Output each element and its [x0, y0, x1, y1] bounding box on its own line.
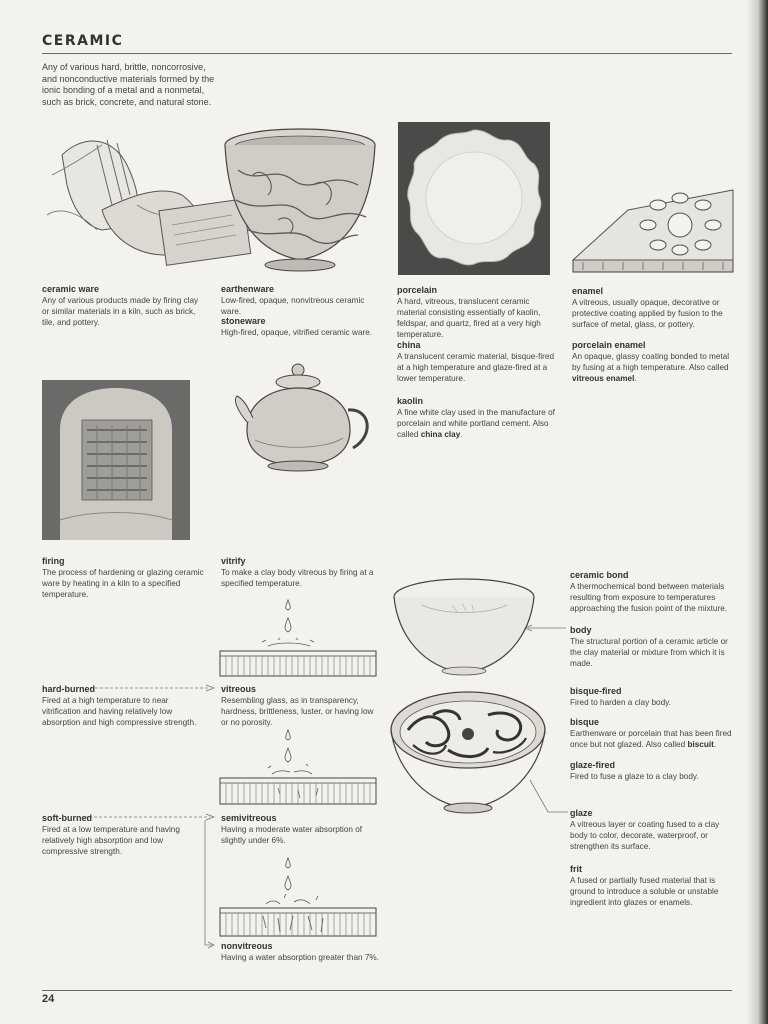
term-firing: firing [42, 556, 65, 566]
def-bisque-fired: Fired to harden a clay body. [570, 698, 671, 707]
decorated-glazed-bowl-illustration [388, 690, 548, 820]
def-stoneware: High-fired, opaque, vitrified ceramic ware. [221, 328, 373, 337]
plain-bowl-illustration [392, 575, 537, 680]
also-biscuit: biscuit [687, 740, 714, 749]
def-enamel: A vitreous, usually opaque, decorative or protective coating applied by fusion to the surface of metal, glass, or pottery. [572, 298, 723, 329]
def-nonvitreous: Having a water absorption greater than 7%. [221, 953, 379, 962]
entry-frit [570, 864, 735, 908]
term-vitrify: vitrify [221, 556, 246, 566]
entry-soft-burned [42, 813, 207, 857]
term-porcelain-enamel: porcelain enamel [572, 340, 646, 350]
entry-glaze-fired [570, 760, 735, 782]
def-firing: The process of hardening or glazing ceramic ware by heating in a kiln to a specified temperature. [42, 568, 204, 599]
term-soft-burned: soft-burned [42, 813, 92, 823]
term-glaze-fired: glaze-fired [570, 760, 616, 770]
term-ceramic-bond: ceramic bond [570, 570, 629, 580]
footer-rule [42, 990, 732, 991]
term-semivitreous: semivitreous [221, 813, 277, 823]
def-body: The structural portion of a ceramic article or the clay material or mixture from which it is made. [570, 637, 728, 668]
def-vitreous: Resembling glass, as in transparency, hardness, brittleness, luster, or having low or no porosity. [221, 696, 374, 727]
page-title: CERAMIC [42, 33, 124, 49]
term-porcelain: porcelain [397, 285, 438, 295]
def-bisque: Earthenware or porcelain that has been fired once but not glazed. Also called biscuit. [570, 729, 732, 749]
def-vitrify: To make a clay body vitreous by firing at a specified temperature. [221, 568, 374, 588]
entry-bisque [570, 717, 735, 750]
entry-nonvitreous [221, 941, 381, 963]
def-glaze-fired: Fired to fuse a glaze to a clay body. [570, 772, 699, 781]
def-ceramic-bond: A thermochemical bond between materials resulting from exposure to temperatures approaching the fusion point of the mixture. [570, 582, 728, 613]
term-nonvitreous: nonvitreous [221, 941, 273, 951]
term-china: china [397, 340, 421, 350]
term-earthenware: earthenware [221, 284, 275, 294]
entry-vitreous [221, 684, 381, 728]
term-hard-burned: hard-burned [42, 684, 95, 694]
def-semivitreous: Having a moderate water absorption of slightly under 6%. [221, 825, 363, 845]
entry-ceramic-bond [570, 570, 735, 614]
term-glaze: glaze [570, 808, 593, 818]
def-soft-burned: Fired at a low temperature and having relatively high absorption and low compressive strength. [42, 825, 180, 856]
term-frit: frit [570, 864, 582, 874]
term-enamel: enamel [572, 286, 604, 296]
def-kaolin: A fine white clay used in the manufacture of porcelain and white portland cement. Also called china clay. [397, 408, 555, 439]
def-hard-burned: Fired at a high temperature to near vitrification and having relatively low absorption and high compressive strength. [42, 696, 197, 727]
entry-glaze [570, 808, 735, 852]
term-stoneware: stoneware [221, 316, 266, 326]
intro-definition: Any of various hard, brittle, noncorrosive, and nonconductive materials formed by the ionic bonding of a metal and a nonmetal, such as brick, concrete, and natural stone. [42, 62, 215, 107]
entry-body [570, 625, 735, 669]
def-porcelain-enamel: An opaque, glassy coating bonded to metal by fusing at a high temperature. Also called vitreous enamel. [572, 352, 730, 383]
also-vitreous-enamel: vitreous enamel [572, 374, 635, 383]
def-frit: A fused or partially fused material that is ground to introduce a soluble or unstable ingredient into glazes or enamels. [570, 876, 719, 907]
term-bisque: bisque [570, 717, 600, 727]
entry-hard-burned [42, 684, 207, 728]
def-earthenware: Low-fired, opaque, nonvitreous ceramic ware. [221, 296, 365, 316]
term-body: body [570, 625, 592, 635]
def-ceramic-ware: Any of various products made by firing clay or similar materials in a kiln, such as brick, tile, and pottery. [42, 296, 199, 327]
def-porcelain: A hard, vitreous, translucent ceramic material consisting essentially of kaolin, feldspar, and quartz, fired at a very high temperature. [397, 297, 541, 339]
def-glaze: A vitreous layer or coating fused to a clay body to color, decorate, waterproof, or strengthen its surface. [570, 820, 720, 851]
term-bisque-fired: bisque-fired [570, 686, 622, 696]
term-kaolin: kaolin [397, 396, 424, 406]
page-number: 24 [42, 993, 55, 1005]
entry-semivitreous [221, 813, 381, 846]
term-ceramic-ware: ceramic ware [42, 284, 100, 294]
term-vitreous: vitreous [221, 684, 257, 694]
def-china: A translucent ceramic material, bisque-fired at a high temperature and glaze-fired at a lower temperature. [397, 352, 554, 383]
also-china-clay: china clay [420, 430, 461, 439]
entry-bisque-fired [570, 686, 735, 708]
